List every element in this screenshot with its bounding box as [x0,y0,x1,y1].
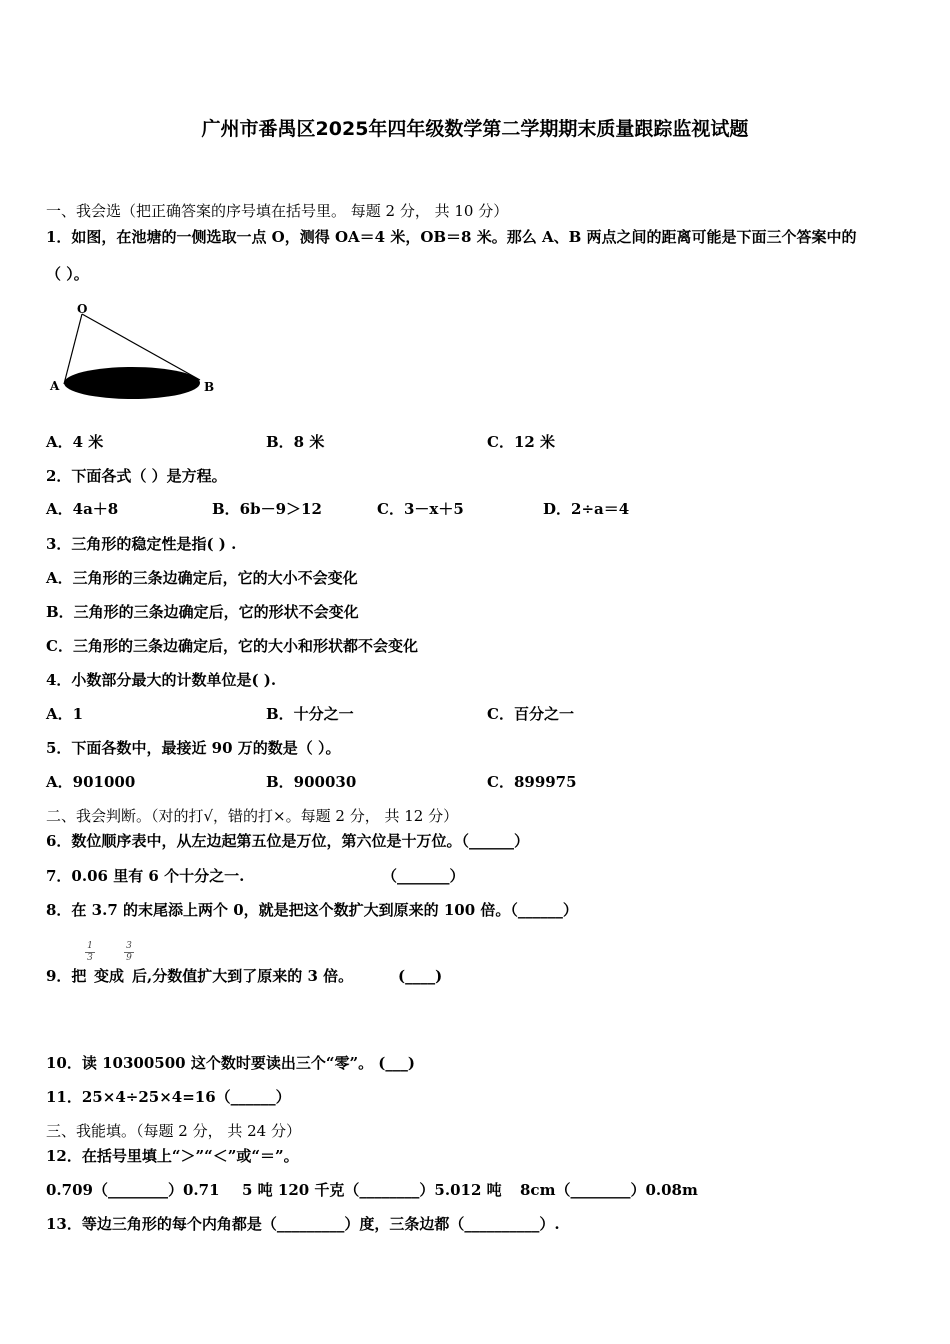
label-o: O [77,302,88,316]
q2-text: 2．下面各式（ ）是方程。 [46,467,227,485]
pond-figure [46,300,226,405]
q1-text-line2: （ ）。 [46,265,89,283]
q10-text: 10．读 10300500 这个数时要读出三个“零”。 (___) [46,1054,415,1072]
q12-item-3[interactable]: 8cm（________）0.08m [520,1181,698,1199]
q9-fraction-1 [85,942,95,963]
q4-option-c[interactable]: C．百分之一 [487,705,574,723]
q9-fraction-2 [124,942,134,963]
q4-option-b[interactable]: B．十分之一 [266,705,354,723]
q1-option-b[interactable]: B．8 米 [266,433,325,451]
label-b: B [204,380,215,394]
q5-option-c[interactable]: C．899975 [487,773,577,791]
q5-text: 5．下面各数中，最接近 90 万的数是（ ）。 [46,739,341,757]
section1-heading: 一、我会选（把正确答案的序号填在括号里。 每题 2 分， 共 10 分） [46,202,509,220]
label-a: A [50,379,60,393]
q13-text: 13．等边三角形的每个内角都是（_________）度，三条边都（__________）. [46,1215,560,1233]
page-title: 广州市番禺区2025年四年级数学第二学期期末质量跟踪监视试题 [201,118,749,140]
q3-option-b[interactable]: B．三角形的三条边确定后，它的形状不会变化 [46,603,359,621]
q2-option-b[interactable]: B．6b－9＞12 [212,500,322,518]
q12-item-2[interactable]: 5 吨 120 千克（________）5.012 吨 [242,1181,502,1199]
q7-blank[interactable]: （_______） [382,867,465,885]
q2-option-d[interactable]: D．2÷a＝4 [543,500,630,518]
q9-frac1-den: 3 [87,953,93,963]
q11-text: 11．25×4÷25×4=16（______） [46,1088,291,1106]
q2-option-c[interactable]: C．3－x＋5 [377,500,464,518]
q6-text: 6．数位顺序表中，从左边起第五位是万位，第六位是十万位。（______） [46,832,529,850]
q8-text: 8．在 3.7 的末尾添上两个 0，就是把这个数扩大到原来的 100 倍。（______） [46,901,578,919]
q3-option-a[interactable]: A．三角形的三条边确定后，它的大小不会变化 [46,569,358,587]
q9-frac1-num: 1 [87,941,93,951]
q4-text: 4．小数部分最大的计数单位是( ). [46,671,277,689]
q9-suffix: 后,分数值扩大到了原来的 3 倍。 [132,967,354,985]
q9-blank[interactable]: (____) [398,967,443,985]
q3-text: 3．三角形的稳定性是指( ) . [46,535,237,553]
q7-text: 7．0.06 里有 6 个十分之一. [46,867,245,885]
q1-option-a[interactable]: A．4 米 [46,433,104,451]
q9-middle: 变成 [94,967,125,985]
q12-text: 12．在括号里填上“＞”“＜”或“＝”。 [46,1147,299,1165]
q9-frac2-num: 3 [126,941,132,951]
q1-text-line1: 1．如图，在池塘的一侧选取一点 O，测得 OA＝4 米，OB＝8 米。那么 A、B 两点之间的距离可能是下面三个答案中的 [46,228,857,246]
q5-option-a[interactable]: A．901000 [46,773,136,791]
section2-heading: 二、我会判断。（对的打√，错的打×。每题 2 分， 共 12 分） [46,807,459,825]
q3-option-c[interactable]: C．三角形的三条边确定后，它的大小和形状都不会变化 [46,637,418,655]
q9-frac2-den: 9 [126,953,132,963]
q1-option-c[interactable]: C．12 米 [487,433,556,451]
q4-option-a[interactable]: A．1 [46,705,84,723]
q2-option-a[interactable]: A．4a＋8 [46,500,119,518]
pond-shape [64,367,200,399]
q12-item-1[interactable]: 0.709（________）0.71 [46,1181,220,1199]
q9-prefix: 9．把 [46,967,87,985]
section3-heading: 三、我能填。（每题 2 分， 共 24 分） [46,1122,301,1140]
q5-option-b[interactable]: B．900030 [266,773,357,791]
